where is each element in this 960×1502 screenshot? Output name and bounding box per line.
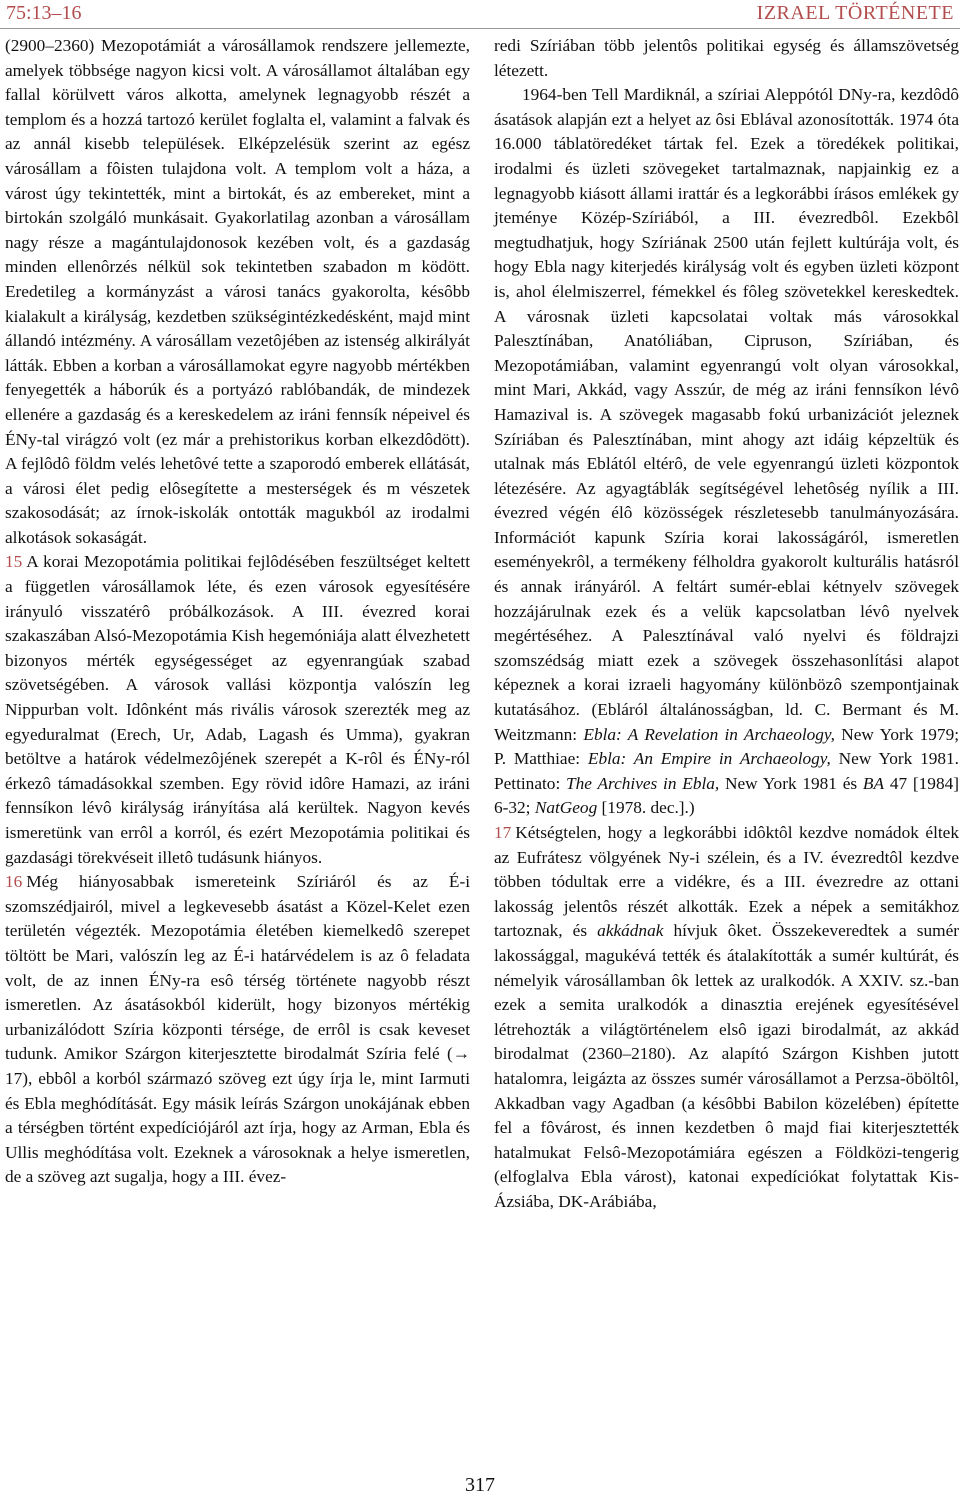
citation-text: New York 1979; P. Matthiae: [494, 724, 960, 769]
paragraph [5, 870, 470, 1190]
right-column [494, 34, 959, 1215]
citation-text: New York 1981 és [725, 773, 858, 793]
paragraph [494, 34, 959, 83]
paragraph [5, 34, 470, 550]
paragraph [494, 83, 959, 821]
paragraph-text: Még hiányosabbak ismereteink Szíriáról és az É-i szomszédjairól, mivel a legkevesebb ásatást a Közel-Kelet ezen területén végezték. Mezopotámia életében kiemelkedô szerepet töltött be Mari, valószín leg az É-i határvédelem is az ô feladata volt, de az innen ÉNy-ra esô térség története nagyobb részt ismeretlen. Az ásatásokból kiderült, hogy bizonyos mértékig urbanizálódott Szíria központi térsége, de errôl is csak keveset tudunk. Amikor Szárgon kiterjesztette birodalmát Szíria felé (→ 17), ebbôl a korból származó szöveg ezt úgy írja le, mint Iarmuti és Ebla meghódítását. Egy másik leírás Szárgon unokájának ebben a térségben történt expedíciójáról azt írja, hogy az Arman, Ebla és Ullis meghódítása volt. Ezeknek a városoknak a helye ismeretlen, de a szöveg azt sugalja, hogy a III. évez- [5, 872, 470, 1187]
citation-text: 47 [1984] 6-32; [494, 773, 959, 818]
paragraph-text: redi Szíriában több jelentôs politikai egység és államszövetség létezett. [494, 36, 959, 80]
citation-text: New York 1981. Pettinato: [494, 749, 959, 793]
citation-title: The Archives in Ebla, [566, 773, 720, 793]
left-column [5, 34, 470, 1190]
citation-title: BA [862, 773, 885, 793]
paragraph [494, 821, 959, 1215]
citation-title: Ebla: An Empire in Archaeology, [587, 749, 831, 769]
section-number: 15 [5, 552, 23, 572]
header-rule [0, 28, 960, 29]
paragraph [5, 550, 470, 870]
page-number: 317 [465, 1474, 495, 1496]
citation-title: NatGeog [534, 798, 598, 818]
citation-title: Ebla: A Revelation in Archaeology, [583, 724, 835, 744]
emphasis-term: akkádnak [597, 921, 664, 941]
section-number: 17 [494, 823, 512, 842]
paragraph-text: (2900–2360) Mezopotámiát a városállamok rendszere jellemezte, amelyek többsége nagyon kicsi volt. A városállamot általában egy fallal körülvett város alkotta, amelynek legnagyobb részét a templom és a hozzá tartozó kerület foglalta el, valamint a falvak és az annál kisebb települések. Elképzelésük szerint az egész városállam a fôisten tulajdona volt. A templom volt a háza, a várost úgy tekintették, mint a birtokát, és az embereket, mint a birtokán szolgáló munkásait. Gyakorlatilag azonban a városállam nagy része a magántulajdonosok kezében volt, és a gazdaság minden ellenôrzés nélkül sok tekintetben szabadon m ködött. Eredetileg a kormányzást a városi tanács gyakorolta, késôbb kialakult a királyság, kezdetben szükségintézkedésként, majd mint állandó intézmény. A városállam vezetôjében az istenség alkirályát látták. Ebben a korban a városállamokat egyre nagyobb mértékben fenyegették a háborúk és a portyázó rablóbandák, de mindezek ellenére a gazdaság és a kereskedelem az iráni fennsík népeivel és ÉNy-tal virágzó volt (ez már a prehistorikus korban elkezdôdött). A fejlôdô földm velés lehetôvé tette a szaporodó emberek ellátását, a városi élet pedig elôsegítette a mesterségek és m vészetek szakosodását; az írnok-iskolák ontották magukból az irodalmi alkotások sokaságát. [5, 36, 470, 547]
citation-text: [1978. dec.].) [601, 798, 695, 818]
paragraph-text: Kétségtelen, hogy a legkorábbi idôktôl kezdve nomádok éltek az Eufrátesz völgyének Ny-i szélein, és a IV. évezredtôl kezdve többen tódultak erre a vidékre, és a III. évezredre az ottani lakosság jelentôs részét alkották. Ezek a népek a semitákhoz tartoznak, és [494, 823, 959, 941]
running-head-section: 75:13–16 [6, 2, 82, 24]
paragraph-text: 1964-ben Tell Mardiknál, a szíriai Aleppótól DNy-ra, kezdôdô ásatások alapján ezt a helyet az ôsi Eblával azonosították. 1974 óta 16.000 táblatöredéket tártak fel. Ezek a töredékek politikai, irodalmi és üzleti szövegeket tartalmaznak, napjainkig ez a legnagyobb kiásott állami irattár és a legkorábbi írásos emlékek gy jteménye Közép-Szíriából, a III. évezredbôl. Ezekbôl megtudhatjuk, hogy Szíriának 2500 után fejlett kultúrája volt, és hogy Ebla nagy kiterjedés királyság volt és egyben üzleti központ is, ahol élelmiszerrel, fémekkel és fôleg szövetekkel kereskedtek. A városnak üzleti kapcsolatai voltak más városokkal Palesztínában, Anatóliában, Cipruson, Szíriában, és Mezopotámiában, valamint egyenrangú volt olyan városokkal, mint Mari, Akkád, vagy Asszúr, de még az iráni fennsíkon lévô Hamazival is. A szövegek magasabb fokú urbanizációt jeleznek Szíriában és Palesztínában, mint ahogy azt idáig képzeltük és utalnak más Eblától eltérô, de vele egyenrangú üzleti központok létezésére. Az agyagtáblák segítségével lehetôség nyílik a III. évezred végén élô közösségek részletesebb tanulmányozására. Információt kapunk Szíria korai lakosságáról, ismeretlen eseményekrôl, a termékeny félholdra gyakorolt kulturális hatásról és annak irányáról. A feltárt sumér-eblai kétnyelv szövegek hozzájárulnak ezek és a velük kapcsolatban lévô nyelvek megértéséhez. A Palesztínával való nyelvi és földrajzi szomszédság miatt ezek a szövegek összehasonlítási alapot képeznek a korai izraeli hagyomány különbözô szempontjainak kutatásához. (Ebláról általánosságban, ld. C. Bermant és M. Weitzmann: [494, 85, 959, 744]
paragraph-text: hívjuk ôket. Összekeveredtek a sumér lakossággal, magukévá tették és átalakították a sumér kultúrát, és némelyik városállamban ôk lettek az uralkodók. A XXIV. sz.-ban ezek a semita uralkodók a dinasztia erejének egyesítésével létrehozták a világtörténelem elsô igazi birodalmát, az akkád birodalmat (2360–2180). Az alapító Szárgon Kishben jutott hatalomra, leigázta az összes sumér városállamot a Perzsa-öböltôl, Akkadban vagy Agadban (a késôbbi Babilon közelében) építette fel a fôvárost, és innen kezdetben ô majd fiai kiterjesztették hatalmukat Felsô-Mezopotámiára egészen a Földközi-tengerig (elfoglalva Ebla várost), katonai expedíciókat folytattak Kis-Ázsiába, DK-Arábiába, [494, 921, 959, 1211]
section-number: 16 [5, 872, 23, 892]
paragraph-text: A korai Mezopotámia politikai fejlôdésében feszültséget keltett a független városállamok léte, és ezen városok egyesítésére irányuló visszatérô próbálkozások. A III. évezred korai szakaszában Alsó-Mezopotámia Kish hegemóniája alatt élvezhetett bizonyos mérték egységességet az egyenrangúak szabad szövetségében. A városok vallási központja valószín leg Nippurban volt. Idônként más rivális városok szerezték meg az egyeduralmat (Erech, Ur, Adab, Lagash és Umma), gyakran betöltve a határok védelmezôjének szerepét a K-rôl és ÉNy-ról érkezô támadásokkal szemben. Egy rövid idôre Hamazi, az iráni fennsíkon lévô királyság irányítása alá kerültek. Nagyon kevés ismeretünk van errôl a korról, és ezért Mezopotámia politikai és gazdasági törekvéseit illetô tudásunk hiányos. [5, 552, 470, 867]
running-head-title: IZRAEL TÖRTÉNETE [756, 2, 954, 24]
